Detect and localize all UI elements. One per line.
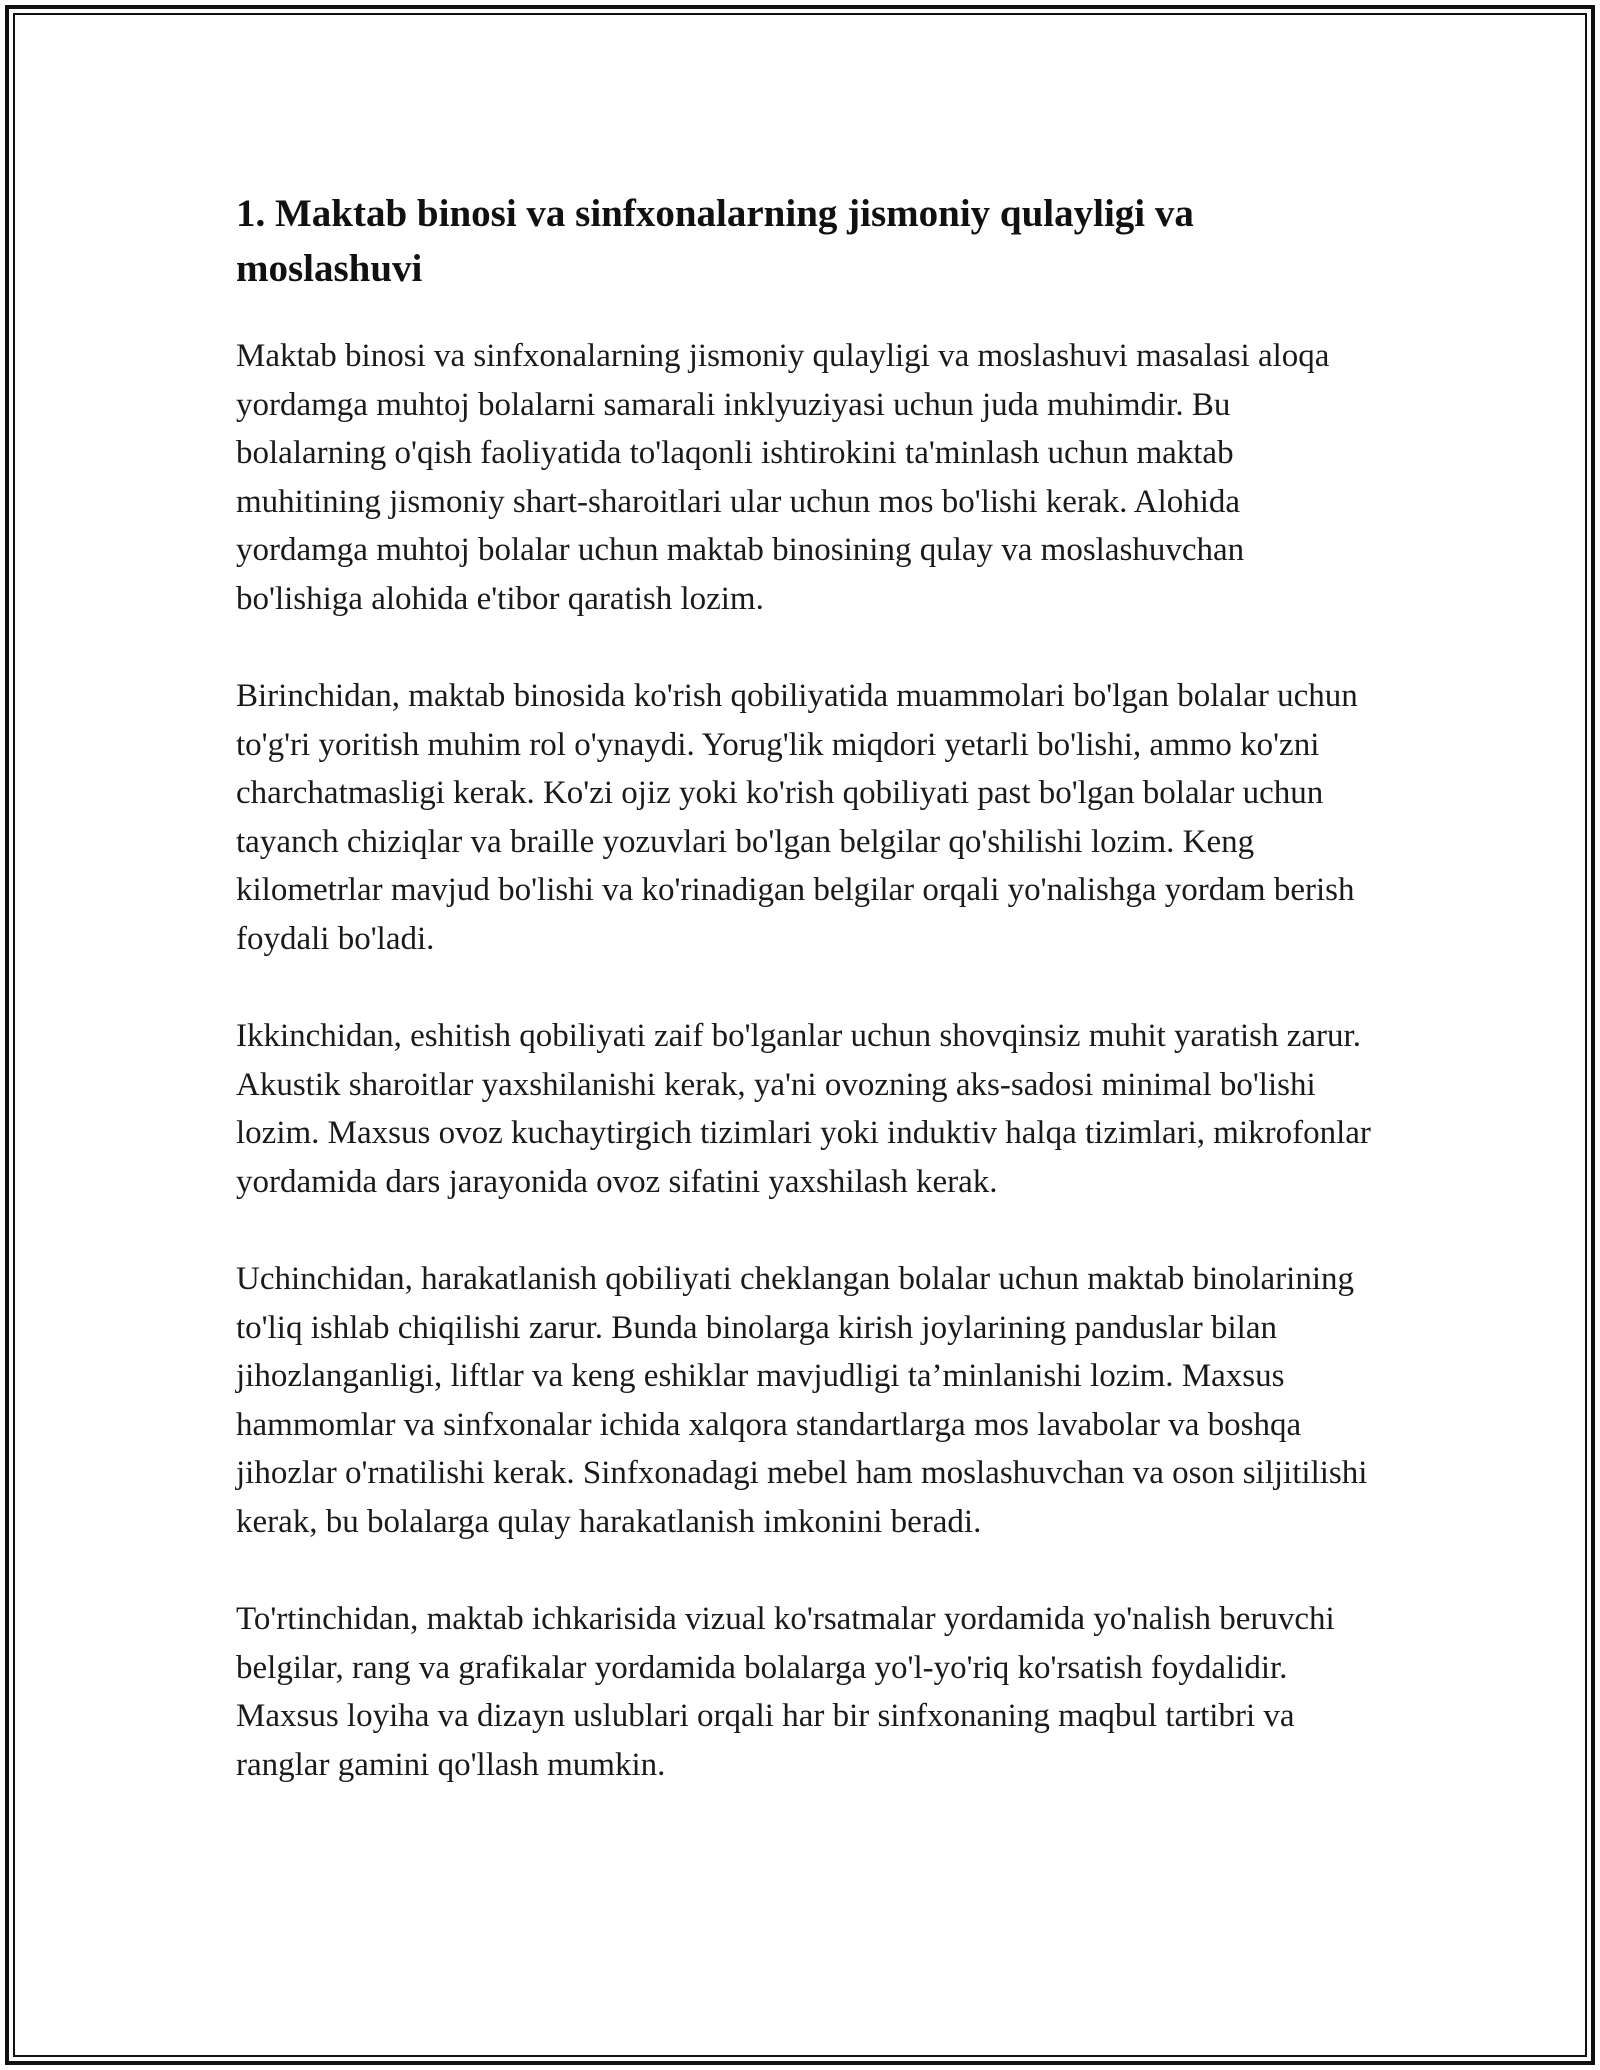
paragraph-fourth: To'rtinchidan, maktab ichkarisida vizual ko'rsatmalar yordamida yo'nalish beruvchi belgilar, rang va grafikalar yordamida bolalarga yo'l-yo'riq ko'rsatish foydalidir. Maxsus loyiha va dizayn uslublari orqali har bir sinfxonaning maqbul tartibri va ranglar gamini qo'llash mumkin. <box>236 1601 1335 1783</box>
paragraph-intro: Maktab binosi va sinfxonalarning jismoniy qulayligi va moslashuvi masalasi aloqa yordamga muhtoj bolalarni samarali inklyuziyasi uchun juda muhimdir. Bu bolalarning o'qish faoliyatida to'laqonli ishtirokini ta'minlash uchun maktab muhitining jismoniy shart-sharoitlari ular uchun mos bo'lishi kerak. Alohida yordamga muhtoj bolalar uchun maktab binosining qulay va moslashuvchan bo'lishiga alohida e'tibor qaratish lozim. <box>236 338 1330 617</box>
paragraph-second: Ikkinchidan, eshitish qobiliyati zaif bo'lganlar uchun shovqinsiz muhit yaratish zarur. Akustik sharoitlar yaxshilanishi kerak, ya'ni ovozning aks-sadosi minimal bo'lishi lozim. Maxsus ovoz kuchaytirgich tizimlari yoki induktiv halqa tizimlari, mikrofonlar yordamida dars jarayonida ovoz sifatini yaxshilash kerak. <box>236 1018 1371 1200</box>
section-heading: 1. Maktab binosi va sinfxonalarning jismoniy qulayligi va moslashuvi <box>236 192 1194 290</box>
document-body <box>236 186 1376 1789</box>
paragraph-first: Birinchidan, maktab binosida ko'rish qobiliyatida muammolari bo'lgan bolalar uchun to'g'ri yoritish muhim rol o'ynaydi. Yorug'lik miqdori yetarli bo'lishi, ammo ko'zni charchatmasligi kerak. Ko'zi ojiz yoki ko'rish qobiliyati past bo'lgan bolalar uchun tayanch chiziqlar va braille yozuvlari bo'lgan belgilar qo'shilishi lozim. Keng kilometrlar mavjud bo'lishi va ko'rinadigan belgilar orqali yo'nalishga yordam berish foydali bo'ladi. <box>236 678 1358 957</box>
paragraph-third: Uchinchidan, harakatlanish qobiliyati cheklangan bolalar uchun maktab binolarining to'liq ishlab chiqilishi zarur. Bunda binolarga kirish joylarining panduslar bilan jihozlanganligi, liftlar va keng eshiklar mavjudligi ta’minlanishi lozim. Maxsus hammomlar va sinfxonalar ichida xalqora standartlarga mos lavabolar va boshqa jihozlar o'rnatilishi kerak. Sinfxonadagi mebel ham moslashuvchan va oson siljitilishi kerak, bu bolalarga qulay harakatlanish imkonini beradi. <box>236 1261 1368 1540</box>
